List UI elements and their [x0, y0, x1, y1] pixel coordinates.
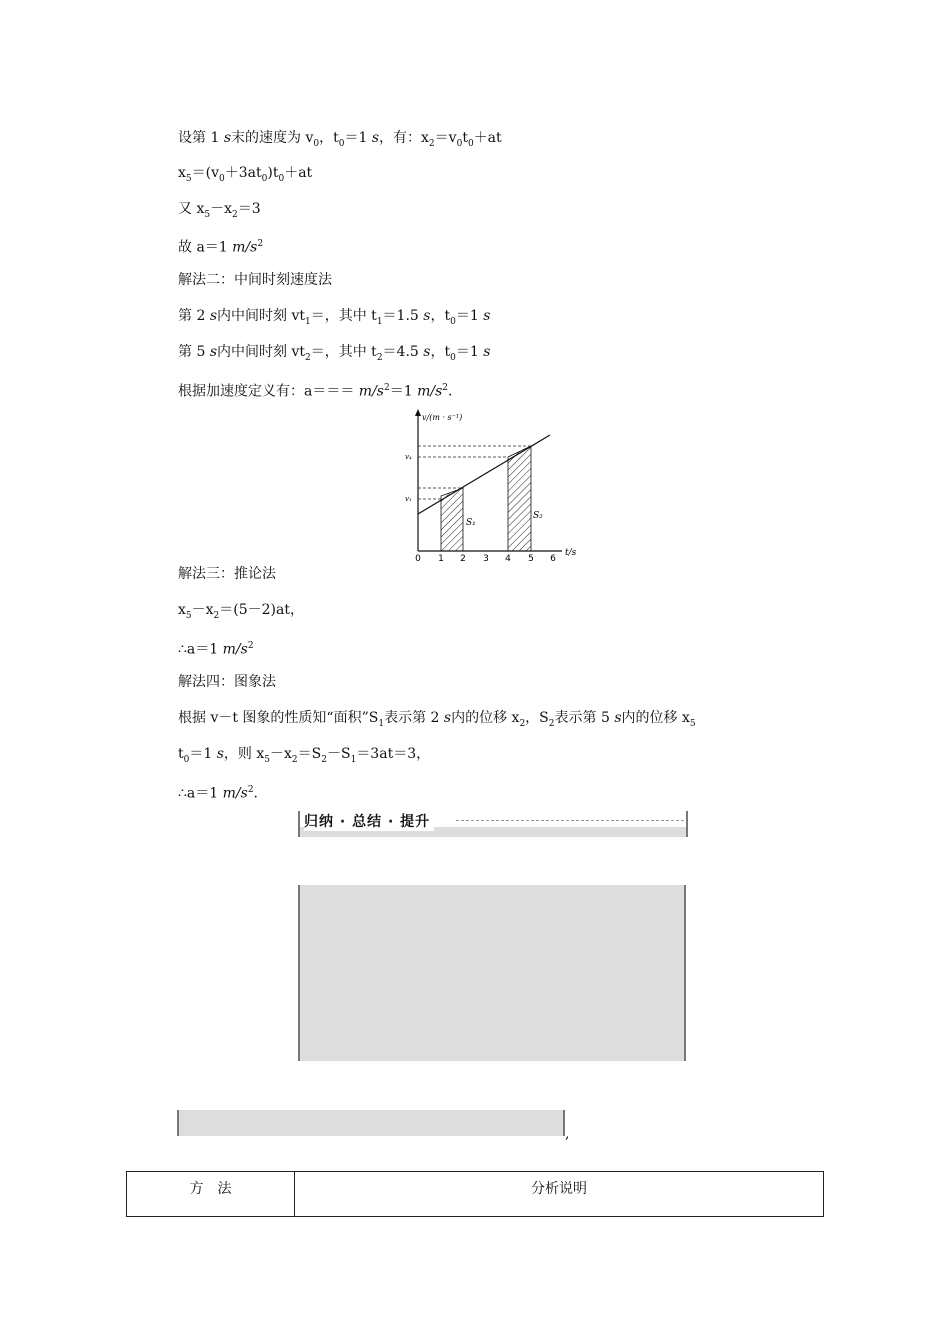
x-tick-2: 2 [460, 554, 466, 564]
y-axis-label: v/(m · s⁻¹) [422, 413, 463, 422]
s1-label: S₁ [466, 518, 476, 528]
method-3-heading: 解法三：推论法 [178, 566, 276, 582]
solution-line-3: 又 $x_5-x_2=3$ [178, 201, 261, 220]
area-s2 [508, 446, 531, 551]
s2-label: S₂ [533, 511, 543, 521]
solution-line-15: ∴a＝1 $m/s^2$. [178, 785, 258, 802]
x-tick-6: 6 [550, 554, 556, 564]
solution-line-13: 根据 v－t 图象的性质知“面积$”S_1$表示第 2 s内的位移 $x_2$，$S_2$表示第 5 s内的位移 $x_5$ [178, 710, 696, 729]
x-tick-5: 5 [528, 554, 534, 564]
x-axis-label: t/s [565, 548, 577, 558]
solution-line-11: ∴a＝1 $m/s^2$ [178, 641, 254, 658]
solution-line-14: $t_0=1$ s，则 $x_5-x_2=S_2-S_1=3at=3$， [178, 746, 431, 765]
trailing-comma: , [565, 1126, 570, 1142]
x-tick-4: 4 [505, 554, 511, 564]
table-header-row [127, 1172, 824, 1217]
x-tick-0: 0 [415, 554, 421, 564]
header-method: 方 法 [127, 1172, 295, 1217]
v1-label: v₁ [405, 495, 412, 503]
formula-image-placeholder [177, 1110, 565, 1136]
header-analysis: 分析说明 [295, 1172, 824, 1217]
summary-image-placeholder [298, 885, 686, 1061]
solution-line-10: $x_5-x_2=(5-2)at$， [178, 602, 304, 621]
vt-graph-figure [400, 408, 590, 564]
solution-line-8: 根据加速度定义有：$a=== m/s^2=1$ $m/s^2$. [178, 383, 453, 400]
banner-dashed-rule [456, 820, 684, 821]
x-ticks [415, 554, 556, 564]
x-tick-3: 3 [483, 554, 489, 564]
solution-line-1: 设第 1 s末的速度为 $v_0$，$t_0=1$ s，有：$x_2=v_0t_0+at$ [178, 130, 502, 149]
y-axis-arrow-icon [415, 409, 421, 416]
banner-title: 归纳 · 总结 · 提升 [304, 811, 434, 831]
method-2-heading: 解法二：中间时刻速度法 [178, 272, 332, 288]
solution-line-4: 故 a＝1 $m/s^2$ [178, 239, 264, 256]
method-4-heading: 解法四：图象法 [178, 674, 276, 690]
solution-line-2: $x_5=(v_0+3at_0)t_0+at$ [178, 165, 313, 184]
summary-banner [298, 811, 688, 837]
solution-line-6: 第 2 s内中间时刻 $vt_1=$，其中 $t_1=1.5$ s，$t_0=1$ s [178, 308, 491, 327]
area-s1 [441, 488, 463, 551]
solution-line-7: 第 5 s内中间时刻 $vt_2=$，其中 $t_2=4.5$ s，$t_0=1$ s [178, 344, 491, 363]
methods-table [126, 1171, 824, 1217]
x-tick-1: 1 [438, 554, 444, 564]
v4-label: v₄ [405, 453, 412, 461]
